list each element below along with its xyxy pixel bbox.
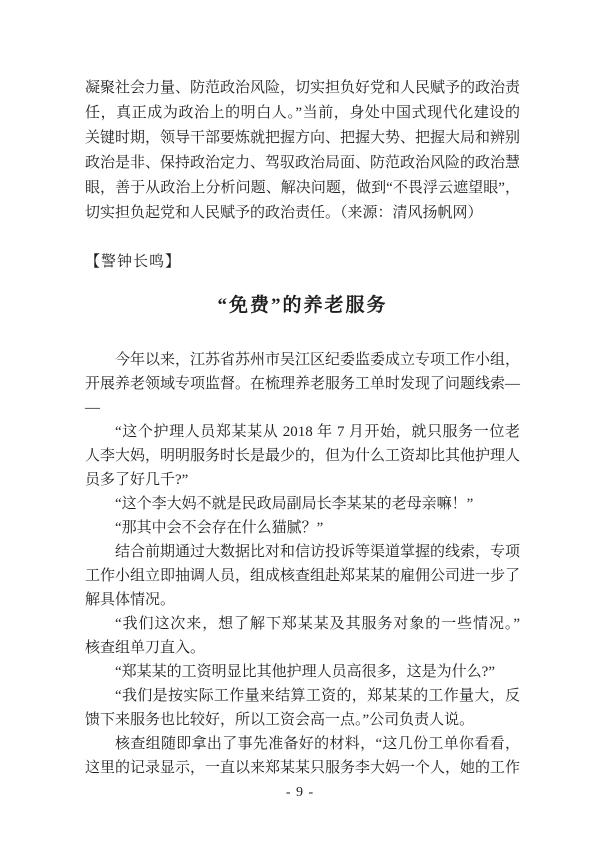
paragraph-line: 今年以来，江苏省苏州市吴江区纪委监委成立专项工作小组， xyxy=(115,352,521,368)
paragraph-line: “我们是按实际工作量来结算工资的，郑某某的工作量大，反 xyxy=(115,688,520,704)
paragraph-line: 核查组随即拿出了事先准备好的材料，“这几份工单你看看， xyxy=(115,736,520,752)
paragraph xyxy=(85,76,520,226)
paragraph-line: 任，真正成为政治上的明白人。”当前，身处中国式现代化建设的 xyxy=(85,105,520,121)
paragraph-line: “这个护理人员郑某某从 2018 年 7 月开始，就只服务一位老 xyxy=(115,424,520,440)
paragraph xyxy=(85,732,520,780)
paragraph-line: 人李大妈，明明服务时长是最少的，但为什么工资却比其他护理人 xyxy=(85,448,521,464)
paragraph-line: — xyxy=(85,400,100,416)
paragraph-line: “郑某某的工资明显比其他护理人员高很多，这是为什么?” xyxy=(115,664,495,680)
paragraph xyxy=(85,612,520,660)
article-title: “免费”的养老服务 xyxy=(217,295,388,316)
paragraph-line: 这里的记录显示，一直以来郑某某只服务李大妈一个人，她的工作 xyxy=(85,760,521,776)
paragraph-line: 开展养老领域专项监督。在梳理养老服务工单时发现了问题线索— xyxy=(85,376,521,392)
paragraph-line: 馈下来服务也比较好，所以工资会高一点。”公司负责人说。 xyxy=(85,712,475,728)
section-label: 【警钟长鸣】 xyxy=(85,254,182,270)
document-body xyxy=(85,76,520,780)
paragraph xyxy=(85,684,520,732)
paragraph xyxy=(85,492,520,516)
paragraph xyxy=(85,516,520,540)
paragraph xyxy=(85,660,520,684)
paragraph-line: 凝聚社会力量、防范政治风险，切实担负好党和人民赋予的政治责 xyxy=(85,80,521,96)
paragraph-line: 解具体情况。 xyxy=(85,592,176,608)
paragraph-line: 政治是非、保持政治定力、驾驭政治局面、防范政治风险的政治慧 xyxy=(85,155,521,171)
paragraph-line: 工作小组立即抽调人员，组成核查组赴郑某某的雇佣公司进一步了 xyxy=(85,568,521,584)
paragraph-line: 核查组单刀直入。 xyxy=(85,640,206,656)
paragraph-line: “这个李大妈不就是民政局副局长李某某的老母亲嘛！” xyxy=(115,496,474,512)
paragraph-line: 切实担负起党和人民赋予的政治责任。（来源：清风扬帆网） xyxy=(85,205,483,221)
page-number: - 9 - xyxy=(285,785,315,800)
paragraph-line: 员多了好几千?” xyxy=(85,472,189,488)
paragraph-line: 关键时期，领导干部要炼就把握方向、把握大势、把握大局和辨别 xyxy=(85,130,521,146)
paragraph xyxy=(85,420,520,492)
paragraph xyxy=(85,540,520,612)
paragraph-line: 结合前期通过大数据比对和信访投诉等渠道掌握的线索，专项 xyxy=(115,544,521,560)
paragraph-line: “我们这次来，想了解下郑某某及其服务对象的一些情况。” xyxy=(115,616,520,632)
paragraph xyxy=(85,348,520,420)
paragraph-line: 眼，善于从政治上分析问题、解决问题，做到“不畏浮云遮望眼”， xyxy=(85,180,520,196)
paragraph-line: “那其中会不会存在什么猫腻？” xyxy=(115,520,324,536)
